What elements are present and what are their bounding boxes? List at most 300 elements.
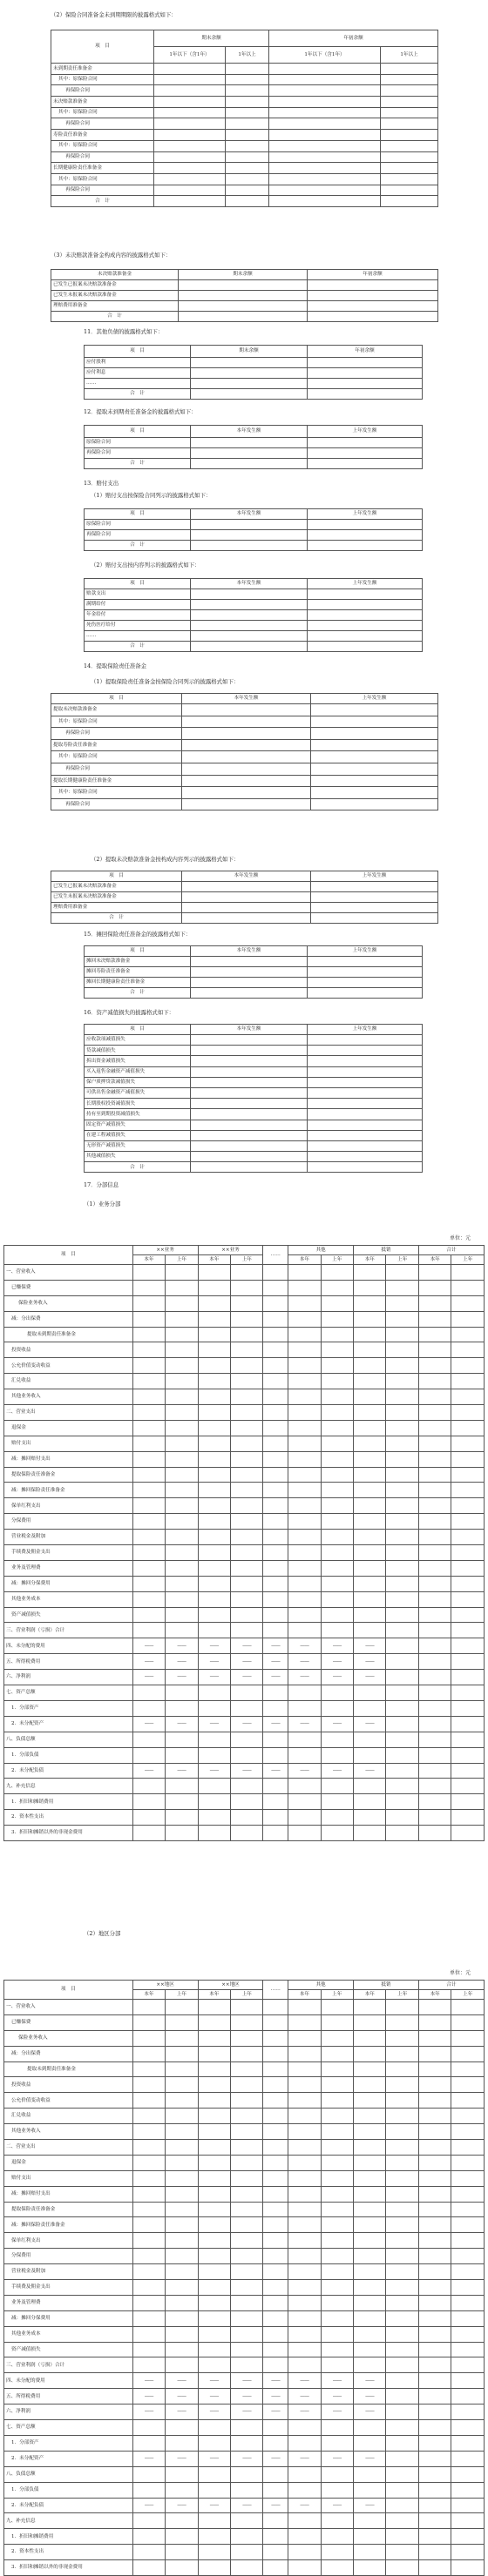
- value-cell: [166, 2280, 198, 2296]
- value-cell: [198, 2233, 230, 2249]
- value-cell: [321, 1732, 353, 1747]
- value-cell: [386, 1451, 418, 1467]
- table-row: [51, 704, 438, 716]
- table-row: [4, 1685, 485, 1701]
- value-cell: [311, 751, 438, 763]
- row-label: 其他业务成本: [4, 1591, 133, 1607]
- value-cell: [288, 1560, 321, 1576]
- table-row: [4, 2529, 485, 2545]
- value-cell: [418, 2560, 451, 2576]
- row-label: 满期给付: [85, 600, 191, 610]
- value-cell: [179, 301, 308, 312]
- value-cell: [198, 1342, 230, 1358]
- value-cell: [231, 2264, 263, 2280]
- dash-mark: ——: [300, 2409, 309, 2415]
- value-cell: [418, 1530, 451, 1545]
- value-cell: [231, 2155, 263, 2170]
- row-label: 五、所得税费用: [4, 2389, 133, 2404]
- value-cell: [231, 2046, 263, 2061]
- value-cell: [311, 798, 438, 810]
- header-col: 本年发生额: [191, 426, 308, 438]
- row-label: 可供出售金融资产减值损失: [85, 1087, 191, 1098]
- row-label: 已赚保费: [4, 2014, 133, 2030]
- header-col: 期末余额: [179, 270, 308, 280]
- value-cell: [418, 1436, 451, 1451]
- table-row: [4, 2342, 485, 2357]
- value-cell: [288, 1826, 321, 1841]
- value-cell: [308, 379, 423, 389]
- value-cell: [354, 1342, 386, 1358]
- value-cell: [418, 2014, 451, 2030]
- value-cell: [451, 2061, 485, 2077]
- header-col: 项 目: [85, 1025, 191, 1035]
- value-cell: [231, 2109, 263, 2124]
- value-cell: [166, 1342, 198, 1358]
- value-cell: [321, 2326, 353, 2342]
- value-cell: [451, 2280, 485, 2296]
- value-cell: [451, 2140, 485, 2156]
- section-caption: （3）未决赔款准备金构成内容的披露格式如下：: [51, 252, 172, 259]
- row-label: 八、负债总额: [4, 1732, 133, 1747]
- dash-mark: ——: [365, 1643, 375, 1649]
- value-cell: [231, 2560, 263, 2576]
- value-cell: [288, 1779, 321, 1794]
- value-cell: [191, 1077, 308, 1087]
- value-cell: [321, 1530, 353, 1545]
- value-cell: [154, 140, 226, 151]
- value-cell: [231, 1794, 263, 1810]
- value-cell: [132, 2155, 165, 2170]
- value-cell: [166, 2498, 198, 2513]
- value-cell: [386, 2357, 418, 2373]
- table-row: [4, 1716, 485, 1732]
- header-over-1y: 1年以上: [226, 47, 269, 64]
- value-cell: [198, 1420, 230, 1436]
- dash-mark: ——: [365, 2456, 375, 2462]
- value-cell: [132, 2030, 165, 2046]
- table-row: [51, 892, 438, 903]
- dash-mark: ——: [332, 1643, 342, 1649]
- value-cell: [386, 1685, 418, 1701]
- value-cell: [451, 1794, 485, 1810]
- value-cell: [198, 2061, 230, 2077]
- value-cell: [288, 2451, 321, 2466]
- row-label: 保单红利支出: [4, 1498, 133, 1514]
- dash-mark: ——: [300, 1674, 309, 1680]
- segment-header: 抵销: [354, 1246, 419, 1255]
- value-cell: [451, 2451, 485, 2466]
- header-prior-year: 上年: [386, 1255, 418, 1265]
- row-label: 已发生未报案未决赔款准备金: [51, 291, 179, 301]
- value-cell: [418, 2466, 451, 2482]
- row-label: 寿险责任准备金: [51, 130, 154, 141]
- value-cell: [354, 1530, 386, 1545]
- value-cell: [288, 1638, 321, 1654]
- value-cell: [198, 2529, 230, 2545]
- reserve-provision-by-contract-table: [51, 693, 438, 810]
- value-cell: [386, 1311, 418, 1327]
- value-cell: [308, 389, 423, 400]
- value-cell: [386, 1280, 418, 1295]
- value-cell: [354, 1654, 386, 1670]
- value-cell: [263, 1576, 288, 1591]
- value-cell: [451, 2077, 485, 2093]
- value-cell: [263, 1295, 288, 1311]
- value-cell: [198, 1436, 230, 1451]
- value-cell: [288, 1810, 321, 1826]
- dash-mark: ——: [242, 1658, 252, 1665]
- value-cell: [198, 1405, 230, 1421]
- value-cell: [418, 1810, 451, 1826]
- value-cell: [451, 1405, 485, 1421]
- value-cell: [354, 2373, 386, 2389]
- dash-mark: ——: [332, 2456, 342, 2462]
- table-row: [4, 2280, 485, 2296]
- value-cell: [166, 1779, 198, 1794]
- value-cell: [198, 2186, 230, 2202]
- value-cell: [166, 2109, 198, 2124]
- value-cell: [231, 1700, 263, 1716]
- value-cell: [132, 1794, 165, 1810]
- value-cell: [451, 1327, 485, 1342]
- value-cell: [321, 2451, 353, 2466]
- table-row: [51, 728, 438, 740]
- value-cell: [354, 1483, 386, 1498]
- value-cell: [132, 1436, 165, 1451]
- dash-mark: ——: [242, 2456, 252, 2462]
- value-cell: [418, 1467, 451, 1483]
- dash-mark: ——: [300, 1767, 309, 1773]
- header-begin-balance: 年初余额: [269, 30, 438, 47]
- value-cell: [311, 903, 438, 913]
- table-row: [51, 775, 438, 787]
- value-cell: [263, 1607, 288, 1623]
- dash-mark: ——: [177, 2409, 186, 2415]
- table-row: [85, 967, 423, 978]
- table-row: [4, 1576, 485, 1591]
- value-cell: [132, 1545, 165, 1561]
- row-label: 减：摊回保险责任准备金: [4, 1483, 133, 1498]
- value-cell: [418, 1685, 451, 1701]
- value-cell: [263, 1498, 288, 1514]
- row-label: 1．分部资产: [4, 2435, 133, 2451]
- value-cell: [166, 1498, 198, 1514]
- row-label: 理赔费用准备金: [51, 903, 182, 913]
- value-cell: [418, 1607, 451, 1623]
- value-cell: [321, 1685, 353, 1701]
- row-label: 资产减值损失: [4, 2342, 133, 2357]
- value-cell: [263, 1591, 288, 1607]
- value-cell: [386, 2404, 418, 2420]
- value-cell: [231, 2389, 263, 2404]
- value-cell: [451, 2155, 485, 2170]
- value-cell: [231, 1732, 263, 1747]
- value-cell: [451, 1514, 485, 1530]
- value-cell: [288, 2170, 321, 2186]
- dash-mark: ——: [271, 2502, 281, 2508]
- value-cell: [386, 1295, 418, 1311]
- header-col: 上年发生额: [308, 426, 423, 438]
- value-cell: [418, 1700, 451, 1716]
- value-cell: [198, 2124, 230, 2140]
- table-row: [85, 1130, 423, 1140]
- value-cell: [451, 1483, 485, 1498]
- header-col: 项 目: [85, 346, 191, 358]
- value-cell: [198, 1451, 230, 1467]
- value-cell: [132, 2389, 165, 2404]
- value-cell: [166, 1638, 198, 1654]
- table-row: [4, 2389, 485, 2404]
- value-cell: [288, 1732, 321, 1747]
- value-cell: [231, 2513, 263, 2529]
- header-current-year: 本年: [132, 1255, 165, 1265]
- dash-mark: ——: [144, 2393, 153, 2399]
- value-cell: [231, 1716, 263, 1732]
- value-cell: [154, 107, 226, 118]
- table-row: [51, 97, 438, 108]
- dash-mark: ——: [332, 1767, 342, 1773]
- table-row: [4, 2155, 485, 2170]
- value-cell: [386, 1700, 418, 1716]
- value-cell: [166, 2435, 198, 2451]
- value-cell: [451, 1623, 485, 1638]
- value-cell: [418, 1265, 451, 1281]
- value-cell: [154, 74, 226, 85]
- value-cell: [451, 1389, 485, 1405]
- value-cell: [166, 2466, 198, 2482]
- row-label: 其他业务收入: [4, 1389, 133, 1405]
- value-cell: [132, 2233, 165, 2249]
- row-label: 公允价值变动收益: [4, 2093, 133, 2109]
- value-cell: [132, 2046, 165, 2061]
- value-cell: [321, 1576, 353, 1591]
- value-cell: [132, 2451, 165, 2466]
- header-col: 未决赔款准备金: [51, 270, 179, 280]
- value-cell: [154, 185, 226, 196]
- value-cell: [263, 1826, 288, 1841]
- dash-mark: ——: [144, 2502, 153, 2508]
- value-cell: [132, 1265, 165, 1281]
- value-cell: [308, 291, 438, 301]
- value-cell: [288, 2186, 321, 2202]
- value-cell: [288, 1545, 321, 1561]
- section-caption: 14．提取保险责任准备金: [84, 662, 147, 669]
- value-cell: [231, 1654, 263, 1670]
- table-row: [4, 2140, 485, 2156]
- value-cell: [308, 1099, 423, 1109]
- row-label: 应收款项减值损失: [85, 1035, 191, 1046]
- value-cell: [321, 2482, 353, 2498]
- value-cell: [451, 2498, 485, 2513]
- value-cell: [321, 2233, 353, 2249]
- row-label: 八、负债总额: [4, 2466, 133, 2482]
- table-row: [85, 1152, 423, 1162]
- value-cell: [288, 2560, 321, 2576]
- value-cell: [321, 1779, 353, 1794]
- value-cell: [321, 1700, 353, 1716]
- value-cell: [166, 2513, 198, 2529]
- value-cell: [231, 1295, 263, 1311]
- value-cell: [288, 2217, 321, 2233]
- value-cell: [198, 1295, 230, 1311]
- value-cell: [354, 2140, 386, 2156]
- table-row: [4, 1467, 485, 1483]
- value-cell: [451, 1358, 485, 1374]
- value-cell: [354, 1685, 386, 1701]
- value-cell: [191, 530, 308, 541]
- value-cell: [263, 1810, 288, 1826]
- value-cell: [132, 2264, 165, 2280]
- value-cell: [198, 1794, 230, 1810]
- value-cell: [418, 2109, 451, 2124]
- value-cell: [451, 2217, 485, 2233]
- dash-mark: ——: [271, 1721, 281, 1727]
- value-cell: [418, 1389, 451, 1405]
- section-caption: （2）赔付支出按内容列示的披露格式如下：: [91, 562, 200, 568]
- section-subcaption: （1）赔付支出按保险合同列示的披露格式如下：: [91, 492, 212, 499]
- value-cell: [451, 2249, 485, 2264]
- value-cell: [166, 1265, 198, 1281]
- value-cell: [288, 1654, 321, 1670]
- section-caption: （2）地区分部: [84, 1930, 121, 1937]
- value-cell: [386, 2170, 418, 2186]
- value-cell: [231, 1685, 263, 1701]
- table-row: [85, 957, 423, 967]
- value-cell: [311, 739, 438, 751]
- value-cell: [132, 2109, 165, 2124]
- value-cell: [386, 1545, 418, 1561]
- value-cell: [191, 967, 308, 978]
- value-cell: [418, 2217, 451, 2233]
- segment-header: 抵销: [354, 1981, 419, 1990]
- value-cell: [288, 2264, 321, 2280]
- value-cell: [166, 2014, 198, 2030]
- value-cell: [308, 438, 423, 448]
- table-row: [4, 2295, 485, 2310]
- value-cell: [321, 1623, 353, 1638]
- value-cell: [308, 589, 423, 600]
- value-cell: [231, 2014, 263, 2030]
- value-cell: [418, 2140, 451, 2156]
- value-cell: [418, 2420, 451, 2436]
- value-cell: [451, 2560, 485, 2576]
- header-item: 项 目: [51, 30, 154, 64]
- value-cell: [451, 1311, 485, 1327]
- value-cell: [354, 1623, 386, 1638]
- value-cell: [198, 1638, 230, 1654]
- value-cell: [269, 185, 381, 196]
- table-row: [85, 610, 423, 621]
- row-label: 固定资产减值损失: [85, 1120, 191, 1130]
- value-cell: [166, 2155, 198, 2170]
- row-label: 其他业务成本: [4, 2326, 133, 2342]
- value-cell: [288, 1716, 321, 1732]
- value-cell: [386, 2545, 418, 2560]
- dash-mark: ——: [365, 1721, 375, 1727]
- value-cell: [231, 1498, 263, 1514]
- value-cell: [263, 2295, 288, 2310]
- table-row: [4, 1327, 485, 1342]
- value-cell: [308, 1077, 423, 1087]
- value-cell: [231, 1311, 263, 1327]
- value-cell: [179, 280, 308, 291]
- value-cell: [166, 1420, 198, 1436]
- value-cell: [321, 2280, 353, 2296]
- dash-mark: ——: [209, 2409, 219, 2415]
- value-cell: [263, 2404, 288, 2420]
- dash-mark: ——: [332, 2502, 342, 2508]
- value-cell: [451, 1810, 485, 1826]
- dash-mark: ——: [365, 2393, 375, 2399]
- table-row: [51, 739, 438, 751]
- value-cell: [386, 2342, 418, 2357]
- value-cell: [451, 1560, 485, 1576]
- row-label: 九、补充信息: [4, 2513, 133, 2529]
- table-row: [4, 2482, 485, 2498]
- value-cell: [288, 2155, 321, 2170]
- row-label: 2．资本性支出: [4, 2545, 133, 2560]
- value-cell: [179, 312, 308, 322]
- table-row: [4, 1638, 485, 1654]
- value-cell: [263, 1327, 288, 1342]
- value-cell: [354, 2217, 386, 2233]
- value-cell: [418, 1623, 451, 1638]
- value-cell: [154, 97, 226, 108]
- value-cell: [198, 2155, 230, 2170]
- segment-header: 其他: [288, 1981, 354, 1990]
- row-label: 再保险合同: [51, 728, 182, 740]
- table-row: [85, 1140, 423, 1151]
- value-cell: [132, 2513, 165, 2529]
- value-cell: [386, 1716, 418, 1732]
- value-cell: [308, 1087, 423, 1098]
- value-cell: [418, 2077, 451, 2093]
- value-cell: [166, 1700, 198, 1716]
- dash-mark: ——: [332, 2378, 342, 2384]
- value-cell: [418, 2124, 451, 2140]
- row-label: 提取保险责任准备金: [4, 1467, 133, 1483]
- table-row: [4, 2186, 485, 2202]
- value-cell: [263, 2077, 288, 2093]
- row-label: 退保金: [4, 1420, 133, 1436]
- value-cell: [386, 1794, 418, 1810]
- value-cell: [451, 2046, 485, 2061]
- value-cell: [132, 2170, 165, 2186]
- value-cell: [182, 728, 311, 740]
- value-cell: [263, 2030, 288, 2046]
- value-cell: [288, 2466, 321, 2482]
- table-row: [51, 74, 438, 85]
- dash-mark: ——: [332, 2409, 342, 2415]
- value-cell: [198, 2030, 230, 2046]
- value-cell: [354, 2109, 386, 2124]
- segment-header: ××地区: [132, 1981, 198, 1990]
- value-cell: [132, 1560, 165, 1576]
- value-cell: [166, 1451, 198, 1467]
- value-cell: [166, 1483, 198, 1498]
- value-cell: [166, 1732, 198, 1747]
- value-cell: [231, 2482, 263, 2498]
- value-cell: [198, 2404, 230, 2420]
- value-cell: [386, 2560, 418, 2576]
- value-cell: [288, 2077, 321, 2093]
- value-cell: [451, 2420, 485, 2436]
- value-cell: [418, 2170, 451, 2186]
- value-cell: [354, 2077, 386, 2093]
- value-cell: [231, 1623, 263, 1638]
- header-col: 本年发生额: [191, 579, 308, 589]
- value-cell: [191, 631, 308, 642]
